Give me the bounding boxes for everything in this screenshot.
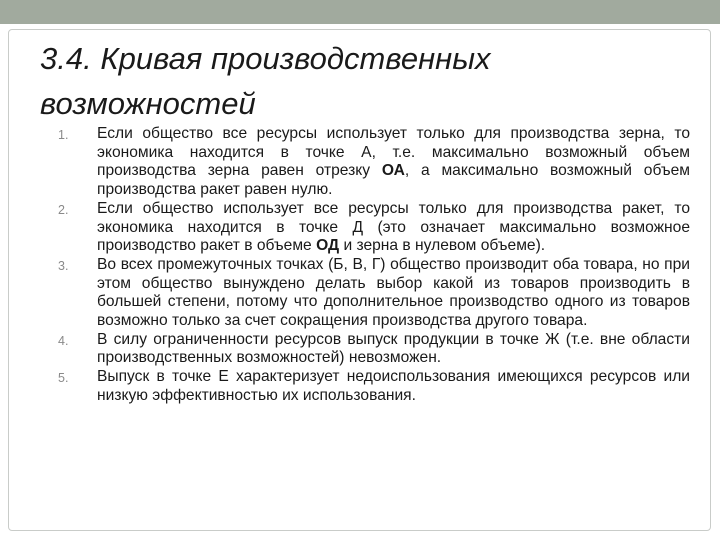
list-item-text: В силу ограниченности ресурсов выпуск продукции в точке Ж (т.е. вне области производственных возможностей) невозможен. <box>97 330 690 367</box>
top-decor-bar <box>0 0 720 24</box>
list-item <box>58 331 690 368</box>
list-number: 2. <box>58 202 69 217</box>
bold-term: ОА <box>381 162 405 180</box>
list-item-text: Если общество все ресурсы использует только для производства зерна, то экономика находится в точке А, т.е. максимально возможный объем производства зерна равен отрезку ОА, а максимально возможный объем производства ракет равен нулю. <box>97 125 690 199</box>
list-item-text: Если общество использует все ресурсы только для производства ракет, то экономика находится в точке Д (это означает максимально возможное производство ракет в объеме ОД и зерна в нулевом объеме). <box>97 199 690 255</box>
numbered-list <box>58 125 690 406</box>
list-item-text: Выпуск в точке Е характеризует недоиспользования имеющихся ресурсов или низкую эффективностью их использования. <box>97 368 690 404</box>
list-item <box>58 125 690 200</box>
list-item-text: Во всех промежуточных точках (Б, В, Г) общество производит оба товара, но при этом общество вынуждено делать выбор какой из товаров производить в большей степени, потому что дополнительное производство одного из товаров возможно только за счет сокращения производства другого товара. <box>97 255 690 330</box>
list-number: 1. <box>58 128 69 142</box>
slide-title: 3.4. Кривая производственных возможностей <box>40 41 491 121</box>
list-number: 5. <box>58 371 69 386</box>
list-item <box>58 256 690 331</box>
list-item <box>58 368 690 405</box>
list-item <box>58 200 690 256</box>
list-number: 4. <box>58 333 69 348</box>
bold-term: ОД <box>316 237 340 255</box>
list-number: 3. <box>58 258 69 273</box>
